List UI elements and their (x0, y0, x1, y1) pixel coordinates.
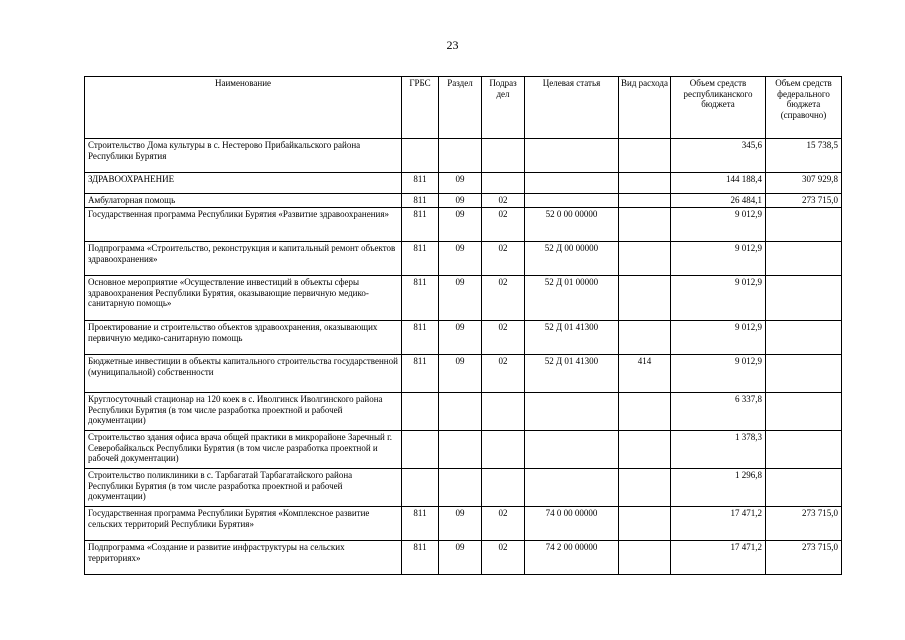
cell-statya (525, 194, 619, 208)
cell-republican: 17 471,2 (671, 541, 766, 575)
cell-name: Бюджетные инвестиции в объекты капитального строительства государственной (муниципальной) собственности (85, 355, 402, 393)
table-row (85, 208, 842, 242)
cell-podrazdel (482, 469, 525, 507)
cell-statya: 74 2 00 00000 (525, 541, 619, 575)
cell-federal: 307 929,8 (766, 173, 842, 194)
cell-grbs: 811 (402, 242, 439, 276)
cell-razdel: 09 (439, 242, 482, 276)
cell-name: Подпрограмма «Строительство, реконструкция и капитальный ремонт объектов здравоохранения» (85, 242, 402, 276)
cell-republican: 17 471,2 (671, 507, 766, 541)
cell-vid (619, 541, 671, 575)
cell-podrazdel (482, 139, 525, 173)
cell-grbs (402, 139, 439, 173)
table-row (85, 276, 842, 321)
table-row (85, 431, 842, 469)
cell-federal (766, 469, 842, 507)
cell-republican: 6 337,8 (671, 393, 766, 431)
cell-podrazdel: 02 (482, 242, 525, 276)
cell-grbs: 811 (402, 507, 439, 541)
cell-grbs: 811 (402, 541, 439, 575)
cell-podrazdel: 02 (482, 507, 525, 541)
cell-republican: 1 378,3 (671, 431, 766, 469)
cell-statya (525, 139, 619, 173)
cell-vid (619, 139, 671, 173)
cell-razdel (439, 469, 482, 507)
table-row (85, 541, 842, 575)
cell-republican: 9 012,9 (671, 355, 766, 393)
cell-federal (766, 393, 842, 431)
header-podrazdel: Подраз дел (482, 77, 525, 139)
cell-podrazdel (482, 431, 525, 469)
cell-razdel: 09 (439, 173, 482, 194)
cell-statya: 52 0 00 00000 (525, 208, 619, 242)
cell-statya: 52 Д 01 00000 (525, 276, 619, 321)
cell-name: Подпрограмма «Создание и развитие инфраструктуры на сельских территориях» (85, 541, 402, 575)
cell-republican: 9 012,9 (671, 321, 766, 355)
table-body (85, 139, 842, 575)
cell-federal (766, 355, 842, 393)
cell-name: Круглосуточный стационар на 120 коек в с. Иволгинск Иволгинского района Республики Бурятия (в том числе разработка проектной и рабочей документации) (85, 393, 402, 431)
cell-name: Строительство поликлиники в с. Тарбагатай Тарбагатайского района Республики Бурятия (в том числе разработка проектной и рабочей документации) (85, 469, 402, 507)
cell-statya (525, 431, 619, 469)
cell-statya: 52 Д 01 41300 (525, 355, 619, 393)
cell-grbs: 811 (402, 321, 439, 355)
cell-republican: 9 012,9 (671, 242, 766, 276)
cell-statya (525, 393, 619, 431)
cell-name: Амбулаторная помощь (85, 194, 402, 208)
cell-name: Государственная программа Республики Бурятия «Развитие здравоохранения» (85, 208, 402, 242)
cell-name: Проектирование и строительство объектов здравоохранения, оказывающих первичную медико-санитарную помощь (85, 321, 402, 355)
cell-razdel: 09 (439, 194, 482, 208)
cell-vid (619, 321, 671, 355)
cell-grbs (402, 431, 439, 469)
page-number: 23 (446, 38, 459, 52)
cell-statya (525, 173, 619, 194)
header-statya: Целевая статья (525, 77, 619, 139)
cell-name: Строительство Дома культуры в с. Нестерово Прибайкальского района Республики Бурятия (85, 139, 402, 173)
table-row (85, 507, 842, 541)
cell-vid (619, 194, 671, 208)
cell-razdel: 09 (439, 321, 482, 355)
cell-federal (766, 431, 842, 469)
cell-razdel (439, 139, 482, 173)
table-row (85, 242, 842, 276)
cell-razdel (439, 393, 482, 431)
cell-vid: 414 (619, 355, 671, 393)
header-federal: Объем средств федерального бюджета (справочно) (766, 77, 842, 139)
cell-razdel: 09 (439, 276, 482, 321)
cell-republican: 9 012,9 (671, 208, 766, 242)
cell-federal: 273 715,0 (766, 541, 842, 575)
cell-republican: 345,6 (671, 139, 766, 173)
cell-razdel: 09 (439, 208, 482, 242)
cell-grbs: 811 (402, 173, 439, 194)
cell-podrazdel (482, 173, 525, 194)
cell-vid (619, 431, 671, 469)
cell-razdel: 09 (439, 355, 482, 393)
header-name: Наименование (85, 77, 402, 139)
cell-podrazdel: 02 (482, 276, 525, 321)
cell-federal (766, 321, 842, 355)
cell-podrazdel: 02 (482, 541, 525, 575)
cell-federal: 15 738,5 (766, 139, 842, 173)
cell-statya: 52 Д 00 00000 (525, 242, 619, 276)
table-row (85, 469, 842, 507)
cell-podrazdel: 02 (482, 321, 525, 355)
cell-vid (619, 276, 671, 321)
cell-vid (619, 208, 671, 242)
table-row (85, 393, 842, 431)
cell-name: ЗДРАВООХРАНЕНИЕ (85, 173, 402, 194)
header-grbs: ГРБС (402, 77, 439, 139)
cell-podrazdel (482, 393, 525, 431)
table-header-row (85, 77, 842, 139)
cell-grbs (402, 469, 439, 507)
cell-podrazdel: 02 (482, 208, 525, 242)
cell-statya (525, 469, 619, 507)
budget-table (84, 76, 842, 575)
cell-grbs: 811 (402, 208, 439, 242)
cell-grbs: 811 (402, 276, 439, 321)
cell-razdel: 09 (439, 541, 482, 575)
cell-grbs: 811 (402, 194, 439, 208)
cell-razdel: 09 (439, 507, 482, 541)
cell-vid (619, 393, 671, 431)
cell-republican: 144 188,4 (671, 173, 766, 194)
table-row (85, 194, 842, 208)
cell-razdel (439, 431, 482, 469)
cell-statya: 74 0 00 00000 (525, 507, 619, 541)
cell-republican: 9 012,9 (671, 276, 766, 321)
cell-vid (619, 173, 671, 194)
header-razdel: Раздел (439, 77, 482, 139)
cell-vid (619, 469, 671, 507)
cell-republican: 26 484,1 (671, 194, 766, 208)
cell-name: Основное мероприятие «Осуществление инвестиций в объекты сферы здравоохранения Республики Бурятия, оказывающие первичную медико-санитарную помощь» (85, 276, 402, 321)
cell-federal: 273 715,0 (766, 507, 842, 541)
cell-grbs: 811 (402, 355, 439, 393)
cell-vid (619, 242, 671, 276)
cell-grbs (402, 393, 439, 431)
cell-podrazdel: 02 (482, 194, 525, 208)
cell-name: Государственная программа Республики Бурятия «Комплексное развитие сельских территорий Республики Бурятия» (85, 507, 402, 541)
cell-federal: 273 715,0 (766, 194, 842, 208)
header-republican: Объем средств республиканского бюджета (671, 77, 766, 139)
cell-statya: 52 Д 01 41300 (525, 321, 619, 355)
table-row (85, 139, 842, 173)
cell-federal (766, 242, 842, 276)
cell-federal (766, 276, 842, 321)
cell-name: Строительство здания офиса врача общей практики в микрорайоне Заречный г. Северобайкальск Республики Бурятия (в том числе разработка проектной и рабочей документации) (85, 431, 402, 469)
cell-podrazdel: 02 (482, 355, 525, 393)
cell-federal (766, 208, 842, 242)
table-row (85, 173, 842, 194)
cell-republican: 1 296,8 (671, 469, 766, 507)
table-row (85, 355, 842, 393)
table-row (85, 321, 842, 355)
cell-vid (619, 507, 671, 541)
header-vid: Вид расхода (619, 77, 671, 139)
